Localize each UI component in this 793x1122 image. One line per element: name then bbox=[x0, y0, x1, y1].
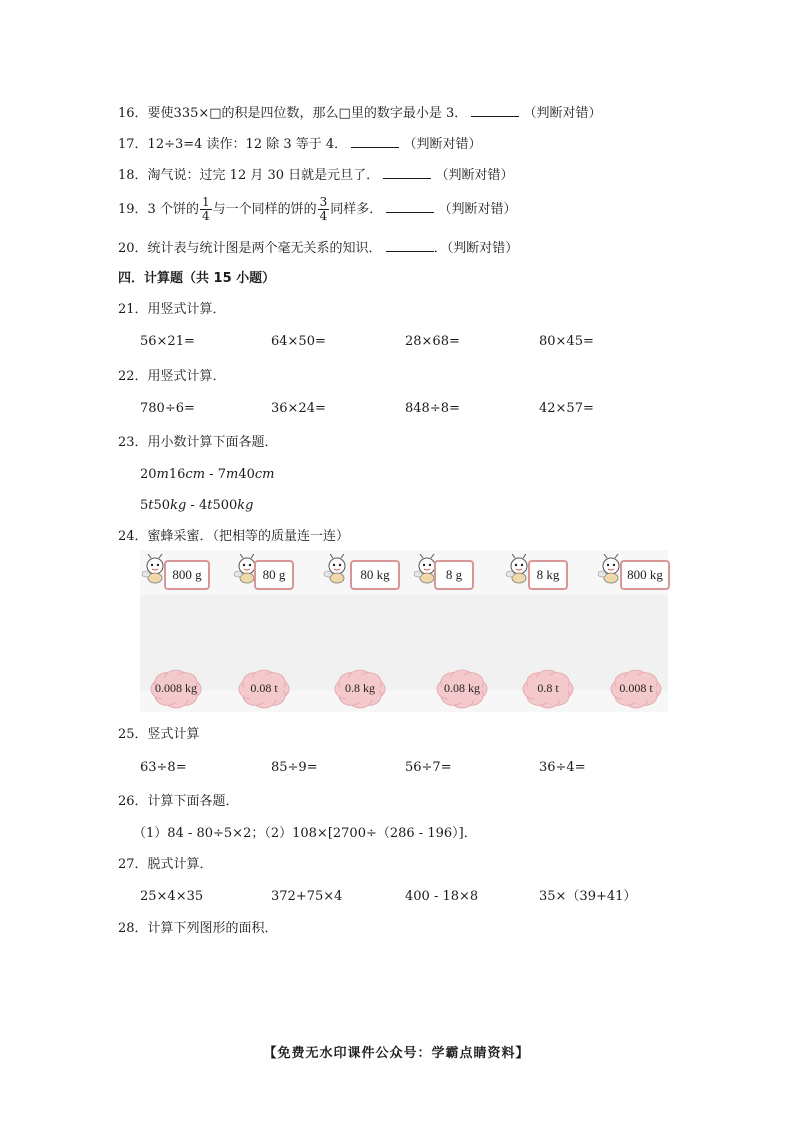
calc-item: 372+75×4 bbox=[271, 889, 343, 904]
fraction-denominator: 4 bbox=[319, 209, 328, 223]
question-21 bbox=[118, 301, 226, 319]
bee-mass-label[interactable]: 8 kg bbox=[528, 560, 568, 590]
calc-item: 42×57= bbox=[539, 401, 594, 416]
question-28 bbox=[118, 920, 278, 938]
question-text: 与一个同样的饼的 bbox=[212, 202, 317, 217]
calc-item: 56÷7= bbox=[405, 760, 452, 775]
judge-label: ．（判断对错） bbox=[433, 241, 519, 256]
question-text: 统计表与统计图是两个毫无关系的知识． bbox=[147, 241, 382, 256]
bee-mass-label[interactable]: 80 kg bbox=[350, 560, 400, 590]
question-text: 用竖式计算． bbox=[147, 369, 226, 384]
calc-item: 780÷6= bbox=[140, 401, 195, 416]
flower-label-text: 0.08 t bbox=[250, 681, 278, 695]
bee-mass-label[interactable]: 800 g bbox=[164, 560, 210, 590]
question-number: 19． bbox=[118, 202, 148, 217]
question-text: 竖式计算 bbox=[147, 727, 200, 742]
section-heading bbox=[118, 270, 275, 288]
fraction-denominator: 4 bbox=[201, 209, 210, 223]
question-22 bbox=[118, 368, 226, 386]
bee-mass-label[interactable]: 8 g bbox=[434, 560, 474, 590]
question-number: 27． bbox=[118, 857, 148, 872]
section-count: 15 bbox=[213, 271, 232, 286]
judge-label: （判断对错） bbox=[403, 137, 482, 152]
question-number: 17． bbox=[118, 137, 148, 152]
question-24 bbox=[118, 528, 349, 546]
flower-label-text: 0.008 t bbox=[619, 681, 653, 695]
question-23 bbox=[118, 434, 278, 452]
question-number: 22． bbox=[118, 369, 148, 384]
fraction-numerator: 1 bbox=[201, 195, 210, 209]
judge-label: （判断对错） bbox=[523, 106, 602, 121]
question-number: 28． bbox=[118, 921, 148, 936]
question-text: 12÷3=4 读作：12 除 3 等于 4． bbox=[147, 137, 348, 152]
question-25 bbox=[118, 726, 200, 744]
flower-mass-label[interactable] bbox=[606, 666, 666, 712]
judge-label: （判断对错） bbox=[435, 168, 514, 183]
calc-item: 85÷9= bbox=[271, 760, 318, 775]
section-title-end: 小题） bbox=[231, 271, 276, 286]
question-number: 25． bbox=[118, 727, 148, 742]
flower-mass-label[interactable] bbox=[330, 666, 390, 712]
calc-item: 64×50= bbox=[271, 334, 326, 349]
question-text: 脱式计算． bbox=[147, 857, 213, 872]
question-text: 计算下面各题． bbox=[147, 794, 239, 809]
calc-item: 848÷8= bbox=[405, 401, 460, 416]
bee-icon bbox=[322, 554, 352, 584]
calc-item: 80×45= bbox=[539, 334, 594, 349]
answer-blank[interactable] bbox=[386, 200, 434, 213]
answer-blank[interactable] bbox=[386, 239, 434, 252]
fraction-one-quarter bbox=[200, 196, 212, 223]
expression-mass: 5t50kg - 4t500kg bbox=[140, 498, 254, 513]
question-16 bbox=[118, 104, 602, 123]
calc-item: 25×4×35 bbox=[140, 889, 204, 904]
question-text: 3 个饼的 bbox=[147, 202, 199, 217]
question-20 bbox=[118, 239, 518, 258]
question-number: 26． bbox=[118, 794, 148, 809]
flower-mass-label[interactable] bbox=[518, 666, 578, 712]
flower-label-text: 0.8 kg bbox=[345, 681, 375, 695]
calc-item: 28×68= bbox=[405, 334, 460, 349]
calc-item: 63÷8= bbox=[140, 760, 187, 775]
question-26 bbox=[118, 793, 239, 811]
calc-item: 36×24= bbox=[271, 401, 326, 416]
question-text: 用竖式计算． bbox=[147, 302, 226, 317]
footer-note: 【免费无水印课件公众号：学霸点睛资料】 bbox=[263, 1046, 530, 1061]
question-number: 21． bbox=[118, 302, 148, 317]
question-18 bbox=[118, 166, 513, 185]
bee-mass-label[interactable]: 80 g bbox=[254, 560, 294, 590]
bee-honey-matching-figure bbox=[140, 550, 668, 712]
question-text: 同样多． bbox=[330, 202, 383, 217]
question-text: 计算下列图形的面积． bbox=[147, 921, 278, 936]
expression-line: （1）84 - 80÷5×2；（2）108×[2700÷（286 - 196）]． bbox=[133, 826, 477, 841]
expression-length: 20m16cm - 7m40cm bbox=[140, 467, 275, 482]
question-19 bbox=[118, 196, 517, 224]
flower-mass-label[interactable] bbox=[146, 666, 206, 712]
flower-mass-label[interactable] bbox=[432, 666, 492, 712]
flower-label-text: 0.08 kg bbox=[444, 681, 480, 695]
answer-blank[interactable] bbox=[383, 166, 431, 179]
calc-item: 35×（39+41） bbox=[539, 889, 637, 904]
question-27 bbox=[118, 856, 213, 874]
question-text: 要使335×□的积是四位数，那么□里的数字最小是 3． bbox=[147, 106, 468, 121]
section-title: 四．计算题（共 bbox=[118, 271, 214, 286]
question-17 bbox=[118, 135, 481, 154]
flower-label-text: 0.8 t bbox=[537, 681, 559, 695]
answer-blank[interactable] bbox=[471, 104, 519, 117]
fraction-three-quarters bbox=[318, 196, 330, 223]
bee-mass-label[interactable]: 800 kg bbox=[620, 560, 670, 590]
question-number: 16． bbox=[118, 106, 148, 121]
question-text: 淘气说：过完 12 月 30 日就是元旦了． bbox=[147, 168, 380, 183]
flower-label-text: 0.008 kg bbox=[155, 681, 197, 695]
calc-item: 56×21= bbox=[140, 334, 195, 349]
calc-item: 400 - 18×8 bbox=[405, 889, 479, 904]
flower-mass-label[interactable] bbox=[234, 666, 294, 712]
question-text: 蜜蜂采蜜．（把相等的质量连一连） bbox=[147, 529, 350, 544]
calc-item: 36÷4= bbox=[539, 760, 586, 775]
judge-label: （判断对错） bbox=[438, 202, 517, 217]
fraction-numerator: 3 bbox=[319, 195, 328, 209]
question-number: 20． bbox=[118, 241, 148, 256]
question-number: 23． bbox=[118, 435, 148, 450]
answer-blank[interactable] bbox=[351, 135, 399, 148]
question-number: 24． bbox=[118, 529, 148, 544]
question-text: 用小数计算下面各题． bbox=[147, 435, 278, 450]
question-number: 18． bbox=[118, 168, 148, 183]
